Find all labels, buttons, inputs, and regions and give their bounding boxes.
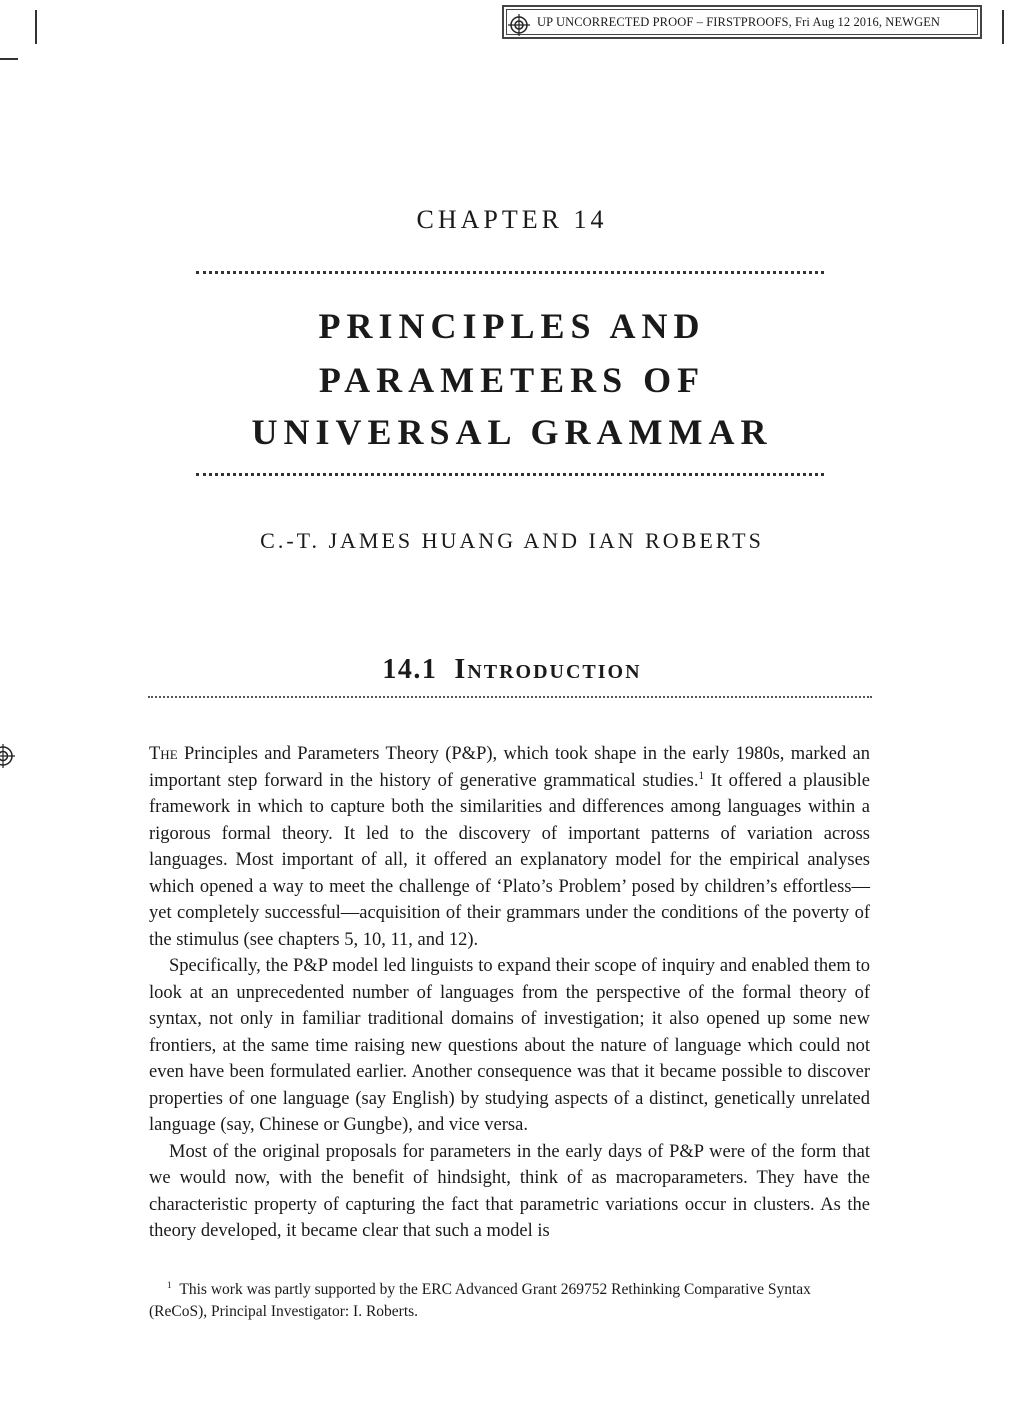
title-divider-bottom: [196, 473, 824, 476]
paragraph-text: Principles and Parameters Theory (P&P), which took shape in the early 1980s, marked an important step forward in the history of generative grammatical studies.: [149, 744, 870, 791]
footnote-reference: 1: [698, 769, 705, 782]
chapter-label: CHAPTER 14: [416, 205, 608, 234]
body-text: [149, 741, 870, 1245]
proof-stamp-text: UP UNCORRECTED PROOF – FIRSTPROOFS, Fri Aug 12 2016, NEWGEN: [537, 14, 941, 29]
registration-mark-icon: [508, 14, 530, 36]
paragraph: Specifically, the P&P model led linguists to expand their scope of inquiry and enabled them to look at an unprecedented number of languages from the perspective of the formal theory of syntax, not only in familiar traditional domains of investigation; it also opened up some new frontiers, at the same time raising new questions about the nature of language which could not even have been formulated earlier. Another consequence was that it became possible to discover properties of one language (say English) by studying aspects of a distinct, genetically unrelated language (say, Chinese or Gungbe), and vice versa.: [149, 956, 870, 1135]
footnote: [149, 1279, 870, 1323]
title-divider-top: [196, 271, 824, 274]
chapter-title-line: UNIVERSAL GRAMMAR: [251, 412, 773, 452]
chapter-authors: C.-T. JAMES HUANG AND IAN ROBERTS: [260, 528, 764, 553]
section-title: Introduction: [454, 654, 642, 685]
registration-mark-icon: [0, 744, 15, 768]
proof-stamp: [502, 5, 982, 39]
paragraph-text: It offered a plausible framework in which to capture both the similarities and differences among languages within a rigorous formal theory. It led to the discovery of important patterns of variation across languages. Most important of all, it offered an explanatory model for the empirical analyses which opened a way to meet the challenge of ‘Plato’s Problem’ posed by children’s effortless—yet completely successful—acquisition of their grammars under the conditions of the poverty of the stimulus (see chapters 5, 10, 11, and 12).: [149, 770, 870, 950]
crop-mark-left-horizontal: [0, 58, 18, 60]
footnote-number: 1: [167, 1280, 172, 1291]
footnote-text: This work was partly supported by the ERC Advanced Grant 269752 Rethinking Comparative Syntax (ReCoS), Principal Investigator: I. Roberts.: [149, 1281, 811, 1320]
section-number: 14.1: [382, 654, 438, 685]
section-divider: [148, 696, 872, 698]
chapter-title-line: PARAMETERS OF: [318, 360, 706, 400]
paragraph: [149, 741, 870, 953]
paragraph-lead-word: The: [149, 744, 178, 764]
section-heading: [0, 654, 1024, 686]
crop-mark-top-right: [1002, 10, 1004, 44]
crop-mark-top-left: [35, 10, 37, 44]
chapter-title-line: PRINCIPLES AND: [318, 306, 706, 346]
paragraph: Most of the original proposals for parameters in the early days of P&P were of the form that we would now, with the benefit of hindsight, think of as macroparameters. They have the characteristic property of capturing the fact that parametric variations occur in clusters. As the theory developed, it became clear that such a model is: [149, 1141, 870, 1241]
